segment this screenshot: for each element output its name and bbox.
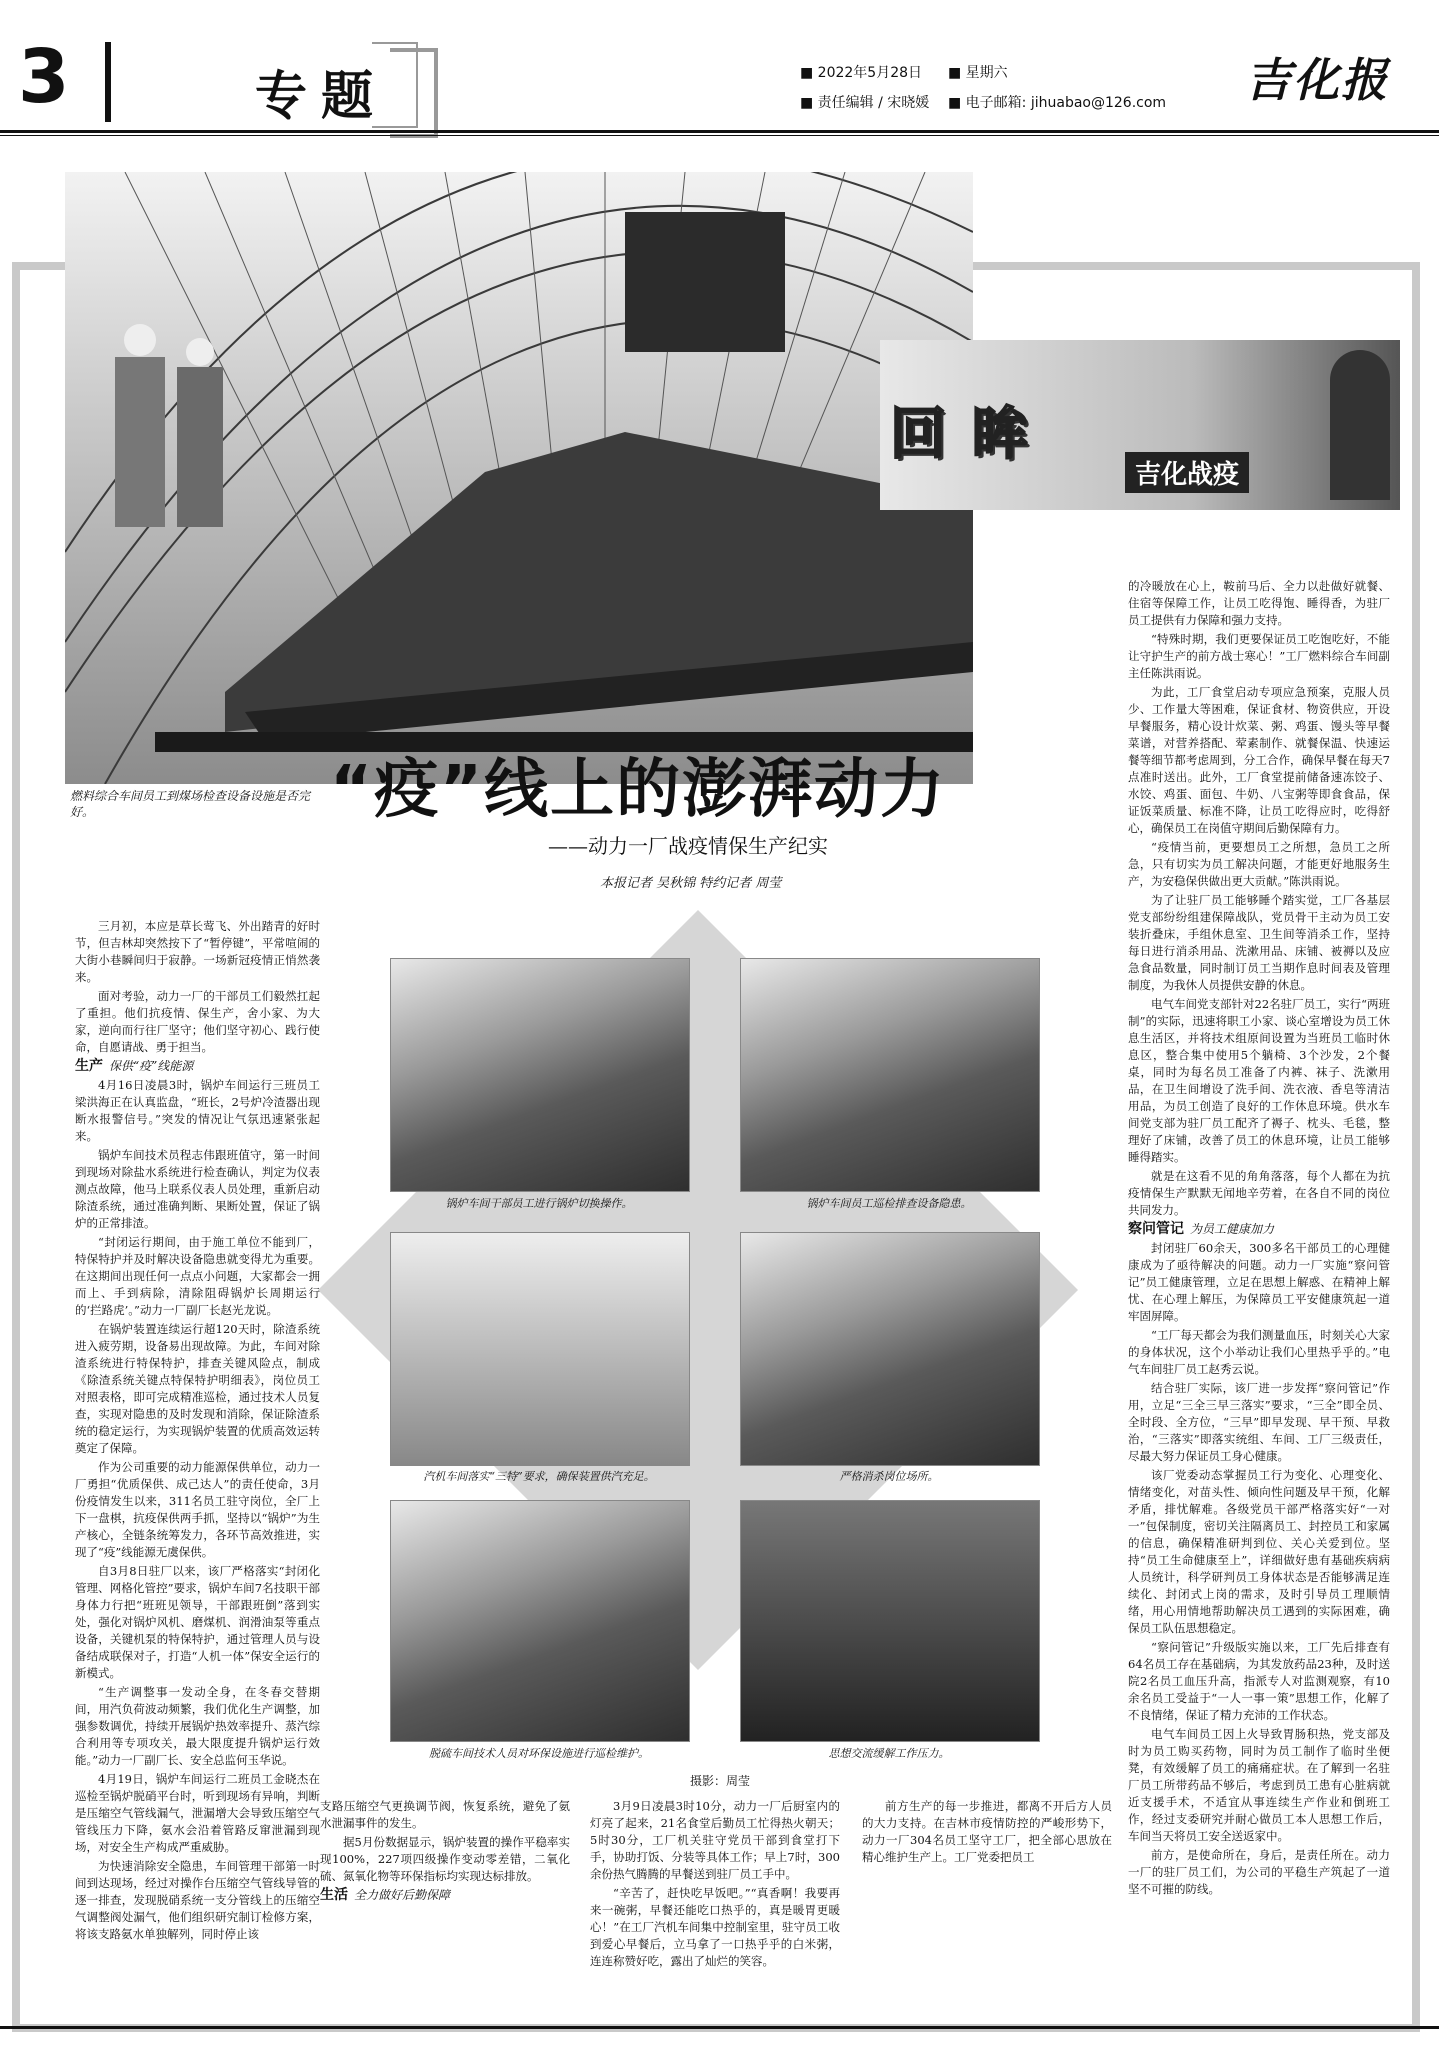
paragraph: “疫情当前，更要想员工之所想，急员工之所急，只有切实为员工解决问题，才能更好地服务生产，为安稳保供做出更大贡献。”陈洪雨说。 <box>1128 840 1390 888</box>
article-subtitle: ——动力一厂战疫情保生产纪实 <box>548 834 828 858</box>
huimou-banner <box>880 340 1400 510</box>
paragraph: 在锅炉装置连续运行超120天时，除渣系统进入疲劳期，设备易出现故障。为此，车间对除渣系统进行特保特护，排查关键风险点，制成《除渣系统关键点特保特护明细表》，岗位员工对照表格，即可完成精准巡检，通过技术人员复查，实现对隐患的及时发现和消除，保证除渣系统的稳定运行，为实现锅炉装置的优质高效运转奠定了保障。 <box>75 1322 320 1455</box>
header-divider <box>105 42 111 122</box>
paragraph: 电气车间员工因上火导致胃肠积热，党支部及时为员工购买药物，同时为员工制作了临时坐便凳，有效缓解了员工的痛痛症状。在了解到一名驻厂员工所带药品不够后，考虑到员工患有心脏病就近支援手术，不适宜从事连续生产作业和倒班工作，经过支委研究并耐心做员工本人思想工作后，车间当天将员工安全送返家中。 <box>1128 1727 1390 1843</box>
paragraph: “封闭运行期间，由于施工单位不能到厂，特保特护并及时解决设备隐患就变得尤为重要。在这期间出现任何一点点小问题，大家都会一拥而上、手到病除，清除阻碍锅炉长周期运行的‘拦路虎’。”动力一厂副厂长赵光龙说。 <box>75 1235 320 1317</box>
subhead-life <box>320 1887 570 1904</box>
paragraph: 自3月8日驻厂以来，该厂严格落实“封闭化管理、网格化管控”要求，锅炉车间7名技职干部身体力行把“班班见领导，干部跟班倒”落到实处，强化对锅炉风机、磨煤机、润滑油泵等重点设备，关键机泵的特保特护，通过管理人员与设备结成联保对子，打造“人机一体”保安全运行的新模式。 <box>75 1564 320 1680</box>
subhead-slogan: 为员工健康加力 <box>1190 1222 1275 1236</box>
paragraph: 就是在这看不见的角角落落，每个人都在为抗疫情保生产默默无闻地辛劳着，在各自不同的岗位共同发力。 <box>1128 1169 1390 1217</box>
newspaper-logo: 吉化报 <box>1245 53 1389 107</box>
paragraph: 电气车间党支部针对22名驻厂员工，实行“两班制”的实际，迅速将职工小家、谈心室增设为员工休息生活区，并将技术组原间设置为当班员工临时休息区，整合集中使用5个躺椅、3个沙发，2个餐桌，同时为每名员工准备了内裤、袜子、洗漱用品，在卫生间增设了洗手间、洗衣液、香皂等清洁用品，为员工创造了良好的工作休息环境。供水车间党支部为驻厂员工配齐了褥子、枕头、毛毯，整理好了床铺，改善了员工的休息环境，让员工能够睡得踏实。 <box>1128 997 1391 1164</box>
subhead-label: 生活 <box>320 1887 348 1903</box>
paragraph: 作为公司重要的动力能源保供单位，动力一厂勇担“优质保供、成己达人”的责任使命，3月份疫情发生以来，311名员工驻守岗位，全厂上下一盘棋，抗疫保供两手抓，坚持以“锅炉”为生产核心，全链条统筹发力，各环节高效推进，实现了“疫”线能源无虞保供。 <box>75 1460 320 1559</box>
subhead-label: 生产 <box>75 1058 103 1074</box>
paragraph: 为了让驻厂员工能够睡个踏实觉，工厂各基层党支部纷纷组建保障战队，党员骨干主动为员工安装折叠床，手组休息室、卫生间等消杀工作，坚持每日进行消杀用品、洗漱用品、床铺、被褥以及应急食品数量，同时制订员工当期作息时间表及管理制度，为我休人员提供安静的休息。 <box>1128 893 1390 992</box>
paragraph: 4月19日，锅炉车间运行二班员工金晓杰在巡检至锅炉脱硝平台时，听到现场有异响，判断是压缩空气管线漏气，泄漏增大会导致压缩空气管线压力下降，氨水会沿着管路反窜泄漏到现场，对安全生产构成严重威胁。 <box>75 1772 320 1854</box>
paragraph: 支路压缩空气更换调节阀，恢复系统，避免了氨水泄漏事件的发生。 <box>320 1799 570 1830</box>
paragraph: 为此，工厂食堂启动专项应急预案，克服人员少、工作量大等困难，保证食材、物资供应，开设早餐服务，精心设计炊菜、粥、鸡蛋、馒头等早餐菜谱，对营养搭配、荤素制作、就餐保温、快速运餐等细节都考虑周到，分工合作，确保早餐在每天7点准时送出。此外，工厂食堂提前储备速冻饺子、水饺、鸡蛋、面包、牛奶、八宝粥等即食食品，保证饭菜质量、标准不降，让员工吃得应时，吃得舒心，确保员工在岗值守期间后勤保障有力。 <box>1128 685 1390 835</box>
paragraph: 三月初，本应是草长莺飞、外出踏青的好时节，但吉林却突然按下了“暂停键”，平常喧闹的大街小巷瞬间归于寂静。一场新冠疫情正悄然袭来。 <box>75 919 320 984</box>
main-photo <box>65 172 973 784</box>
subhead-health <box>1128 1221 1390 1238</box>
subhead-label: 察问管记 <box>1128 1221 1184 1237</box>
paragraph: “工厂每天都会为我们测量血压，时刻关心大家的身体状况，这个小举动让我们心里热乎乎的。”电气车间驻厂员工赵秀云说。 <box>1128 1328 1390 1376</box>
paragraph: 前方，是使命所在，身后，是责任所在。动力一厂的驻厂员工们，为公司的平稳生产筑起了一道坚不可摧的防线。 <box>1128 1848 1390 1896</box>
banner-subtitle: 吉化战疫 <box>1125 452 1249 493</box>
bottom-column-1 <box>320 1798 570 1906</box>
paragraph: 封闭驻厂60余天，300多名干部员工的心理健康成为了亟待解决的问题。动力一厂实施“察问管记”员工健康管理，立足在思想上解惑、在精神上解忧、在心理上解压，为保障员工平安健康筑起一道牢固屏障。 <box>1128 1241 1390 1323</box>
paragraph: “特殊时期，我们更要保证员工吃饱吃好，不能让守护生产的前方战士寒心！”工厂燃料综合车间副主任陈洪雨说。 <box>1128 632 1390 680</box>
editor-email: ■ 电子邮箱: jihuabao@126.com <box>948 95 1167 111</box>
paragraph: 结合驻厂实际，该厂进一步发挥“察问管记”作用，立足“三全三早三落实”要求，“三全”即全员、全时段、全方位，“三早”即早发现、早干预、早救治，“三落实”即落实统组、车间、工厂三级责任，尽最大努力保证员工身心健康。 <box>1128 1381 1390 1463</box>
photo-turbine-room <box>390 1232 690 1466</box>
photo-caption: 锅炉车间干部员工进行锅炉切换操作。 <box>445 1197 633 1210</box>
article-byline: 本报记者 吴秋锦 特约记者 周莹 <box>600 876 782 891</box>
main-photo-illustration <box>65 172 973 784</box>
paragraph: 3月9日凌晨3时10分，动力一厂后厨室内的灯亮了起来，21名食堂后勤员工忙得热火朝天；5时30分，工厂机关驻守党员干部到食堂打下手，协助打饭、分装等具体工作；早上7时，300余份热气腾腾的早餐送到驻厂员工手中。 <box>590 1799 840 1881</box>
paragraph: “辛苦了，赶快吃早饭吧。”“真香啊！我要再来一碗粥，早餐还能吃口热乎的，真是暖胃更暖心！”在工厂汽机车间集中控制室里，驻守员工收到爱心早餐后，立马拿了一口热乎乎的白米粥，连连称赞好吃，露出了灿烂的笑容。 <box>590 1886 840 1968</box>
bottom-column-2 <box>590 1798 840 1972</box>
photo-caption: 脱硫车间技术人员对环保设施进行巡检维护。 <box>429 1747 649 1760</box>
paragraph: 为快速消除安全隐患，车间管理干部第一时间到达现场，经过对操作台压缩空气管线导管的逐一排查，发现脱硝系统一支分管线上的压缩空气调整阀处漏气，他们组织研究制订检修方案，将该支路氨水单独解列，同时停止该 <box>75 1859 320 1941</box>
header-rule-thin <box>0 135 1439 136</box>
photo-credit: 摄影：周莹 <box>690 1774 751 1788</box>
photo-caption: 严格消杀岗位场所。 <box>839 1470 939 1483</box>
left-column <box>75 918 320 1945</box>
subhead-production <box>75 1058 320 1075</box>
responsible-editor: ■ 责任编辑 / 宋晓媛 <box>800 95 930 111</box>
paragraph: “察问管记”升级版实施以来，工厂先后排查有64名员工存在基础病，为其发放药品23种，及时送院2名员工血压升高，指派专人对监测观察，有10余名员工受益于“一人一事一策”思想工作，化解了不良情绪，保证了精力充沛的工作状态。 <box>1128 1640 1390 1722</box>
subhead-slogan: 全力做好后勤保障 <box>354 1888 451 1902</box>
photo-desulfurization <box>390 1500 690 1742</box>
subhead-slogan: 保供“疫”线能源 <box>109 1059 194 1073</box>
right-column <box>1128 578 1390 1900</box>
footer-rule <box>0 2026 1439 2029</box>
paragraph: 的冷暖放在心上，鞍前马后、全力以赴做好就餐、住宿等保障工作，让员工吃得饱、睡得香，为驻厂员工提供有力保障和强力支持。 <box>1128 579 1390 627</box>
banner-worker-figure <box>1330 350 1390 500</box>
paragraph: 前方生产的每一步推进，都离不开后方人员的大力支持。在吉林市疫情防控的严峻形势下，动力一厂304名员工坚守工厂，把全部心思放在精心维护生产上。工厂党委把员工 <box>862 1799 1112 1864</box>
main-photo-caption: 燃料综合车间员工到煤场检查设备设施是否完好。 <box>70 789 311 819</box>
photo-counseling <box>740 1500 1040 1742</box>
paragraph: 锅炉车间技术员程志伟跟班值守，第一时间到现场对除盐水系统进行检查确认，判定为仪表测点故障，他马上联系仪表人员处理，重新启动除渣系统，通过准确判断、果断处置，保证了锅炉的正常排渣。 <box>75 1148 320 1230</box>
bottom-column-3 <box>862 1798 1112 1868</box>
photo-caption: 汽机车间落实“三特”要求，确保装置供汽充足。 <box>423 1470 655 1483</box>
photo-caption: 锅炉车间员工巡检排查设备隐患。 <box>806 1197 972 1210</box>
paragraph: 据5月份数据显示，锅炉装置的操作平稳率实现100%，227项四级操作变动零差错，二氧化硫、氮氧化物等环保指标均实现达标排放。 <box>320 1835 570 1883</box>
paragraph: 面对考验，动力一厂的干部员工们毅然扛起了重担。他们抗疫情、保生产，舍小家、为大家，逆向而行往厂坚守；他们坚守初心、践行使命，自愿请战、勇于担当。 <box>75 989 320 1054</box>
page-number: 3 <box>18 34 70 120</box>
header-rule <box>0 130 1439 133</box>
photo-boiler-switch <box>390 958 690 1192</box>
paragraph: 该厂党委动态掌握员工行为变化、心理变化、情绪变化，对苗头性、倾向性问题及早干预，化解矛盾，排忧解难。各级党员干部严格落实好“一对一”包保制度，密切关注隔离员工、封控员工和家属的信息，确保精准研判到位、关心关爱到位。坚持“员工生命健康至上”，详细做好患有基础疾病病人员统计，科学研判员工身体状态是否能够满足连续化、封闭式上岗的需求，及时引导员工理顺情绪，用心用情地帮助解决员工遇到的实际困难，确保员工队伍思想稳定。 <box>1128 1468 1390 1635</box>
issue-date: ■ 2022年5月28日 <box>800 65 923 81</box>
header-bracket-shadow <box>390 48 438 138</box>
photo-disinfection <box>740 1232 1040 1466</box>
photo-caption: 思想交流缓解工作压力。 <box>828 1747 950 1760</box>
paragraph: 4月16日凌晨3时，锅炉车间运行三班员工梁洪海正在认真监盘，“班长，2号炉冷渣器出现断水报警信号。”突发的情况让气氛迅速紧张起来。 <box>75 1078 320 1143</box>
article-title: “疫”线上的澎湃动力 <box>330 753 947 827</box>
photo-boiler-inspection <box>740 958 1040 1192</box>
paragraph: “生产调整事一发动全身，在冬春交替期间，用汽负荷波动频繁，我们优化生产调整，加强参数调优，持续开展锅炉热效率提升、蒸汽综合利用等专项攻关，最大限度提升锅炉运行效能。”动力一厂副厂长、安全总监何玉华说。 <box>75 1685 320 1767</box>
banner-title: 回眸 <box>890 402 1054 467</box>
section-title: 专题 <box>255 66 388 127</box>
issue-weekday: ■ 星期六 <box>948 65 1008 81</box>
